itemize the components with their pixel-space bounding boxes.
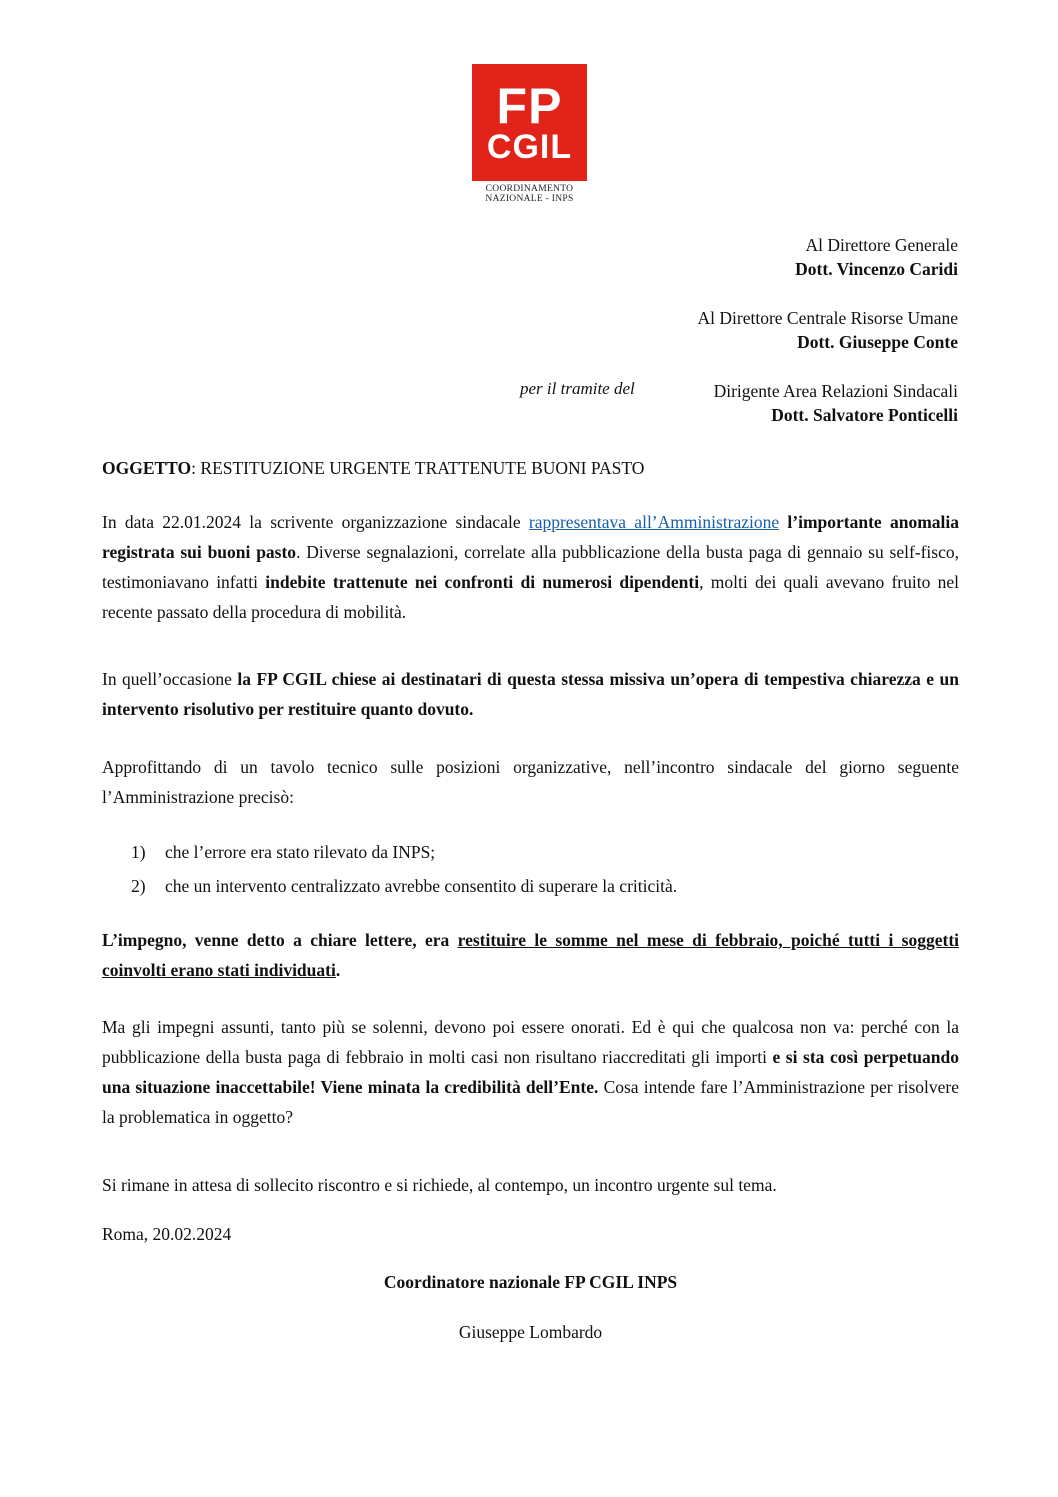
- paragraph-1: [102, 507, 959, 627]
- recipient-role: Dirigente Area Relazioni Sindacali: [713, 381, 958, 401]
- logo-cgil-text: CGIL: [486, 127, 573, 166]
- p2-text-a: In quell’occasione: [102, 669, 238, 689]
- recipient-block-2: [698, 306, 958, 354]
- subject-label: OGGETTO: [102, 458, 192, 478]
- list-item-text: che l’errore era stato rilevato da INPS;: [165, 842, 436, 862]
- recipient-block-1: [795, 233, 958, 281]
- recipient-role: Al Direttore Centrale Risorse Umane: [697, 308, 958, 328]
- p1-text-e: , molti dei quali avevano fruito nel recente passato della procedura di mobilità.: [102, 572, 959, 622]
- p2-bold-b: la FP CGIL chiese ai destinatari di questa stessa missiva un’opera di tempestiva chiarezza e un intervento risolutivo per restituire quanto dovuto.: [102, 669, 959, 719]
- recipient-role: Al Direttore Generale: [805, 235, 958, 255]
- p4-underlined-b: restituire le somme nel mese di febbraio, poiché tutti i soggetti coinvolti erano stati individuati: [102, 930, 960, 980]
- paragraph-6: Si rimane in attesa di sollecito riscontro e si richiede, al contempo, un incontro urgente sul tema.: [102, 1175, 777, 1195]
- logo-fp-text: FP: [496, 77, 563, 134]
- list-item: [131, 876, 677, 897]
- p1-text-a: In data 22.01.2024 la scrivente organizzazione sindacale: [102, 512, 529, 532]
- paragraph-3: Approfittando di un tavolo tecnico sulle posizioni organizzative, nell’incontro sindacale del giorno seguente l’Amministrazione precisò:: [102, 757, 959, 807]
- p5-text-a: Ma gli impegni assunti, tanto più se solenni, devono poi essere onorati. Ed è qui che qualcosa non va: perché con la pubblicazione della busta paga di febbraio in molti casi non risultano riaccreditati gli importi: [102, 1017, 959, 1067]
- logo-subtitle-line2: NAZIONALE - INPS: [485, 194, 574, 204]
- logo-subtitle-line1: COORDINAMENTO: [485, 184, 574, 194]
- recipient-name: Dott. Vincenzo Caridi: [795, 259, 958, 279]
- logo-red-box: [472, 64, 587, 181]
- signature-name: Giuseppe Lombardo: [458, 1322, 603, 1342]
- p1-bold-b: l’importante anomalia registrata sui buoni pasto: [102, 512, 960, 562]
- logo-subtitle: [472, 184, 587, 204]
- p1-bold-d: indebite trattenute nei confronti di numerosi dipendenti: [265, 572, 700, 592]
- p4-text-c: .: [335, 960, 341, 980]
- via-label: per il tramite del: [520, 379, 635, 398]
- list-item-text: che un intervento centralizzato avrebbe consentito di superare la criticità.: [165, 876, 678, 896]
- p5-text-c: Cosa intende fare l’Amministrazione per risolvere la problematica in oggetto?: [102, 1077, 960, 1127]
- recipient-name: Dott. Salvatore Ponticelli: [771, 405, 958, 425]
- list-item: [131, 842, 435, 863]
- p5-bold-b: e si sta così perpetuando una situazione inaccettabile! Viene minata la credibilità dell’Ente.: [102, 1047, 959, 1097]
- recipient-block-3: [714, 379, 958, 427]
- signature-title: Coordinatore nazionale FP CGIL INPS: [383, 1272, 678, 1292]
- paragraph-2: [102, 664, 959, 724]
- recipient-name: Dott. Giuseppe Conte: [797, 332, 958, 352]
- fp-cgil-logo: [472, 64, 587, 204]
- reference-link[interactable]: rappresentava all’Amministrazione: [528, 512, 780, 532]
- p1-text-c: . Diverse segnalazioni, correlate alla pubblicazione della busta paga di gennaio su self-fisco, testimoniavano infatti: [102, 542, 959, 592]
- place-date: Roma, 20.02.2024: [102, 1224, 232, 1244]
- paragraph-5: [102, 1012, 959, 1132]
- subject-line: [102, 458, 959, 479]
- paragraph-4: [102, 925, 959, 985]
- p4-text-a: L’impegno, venne detto a chiare lettere, era: [102, 930, 458, 950]
- list-item-number: 2): [131, 876, 146, 896]
- subject-text: : RESTITUZIONE URGENTE TRATTENUTE BUONI PASTO: [191, 458, 645, 478]
- list-item-number: 1): [131, 842, 146, 862]
